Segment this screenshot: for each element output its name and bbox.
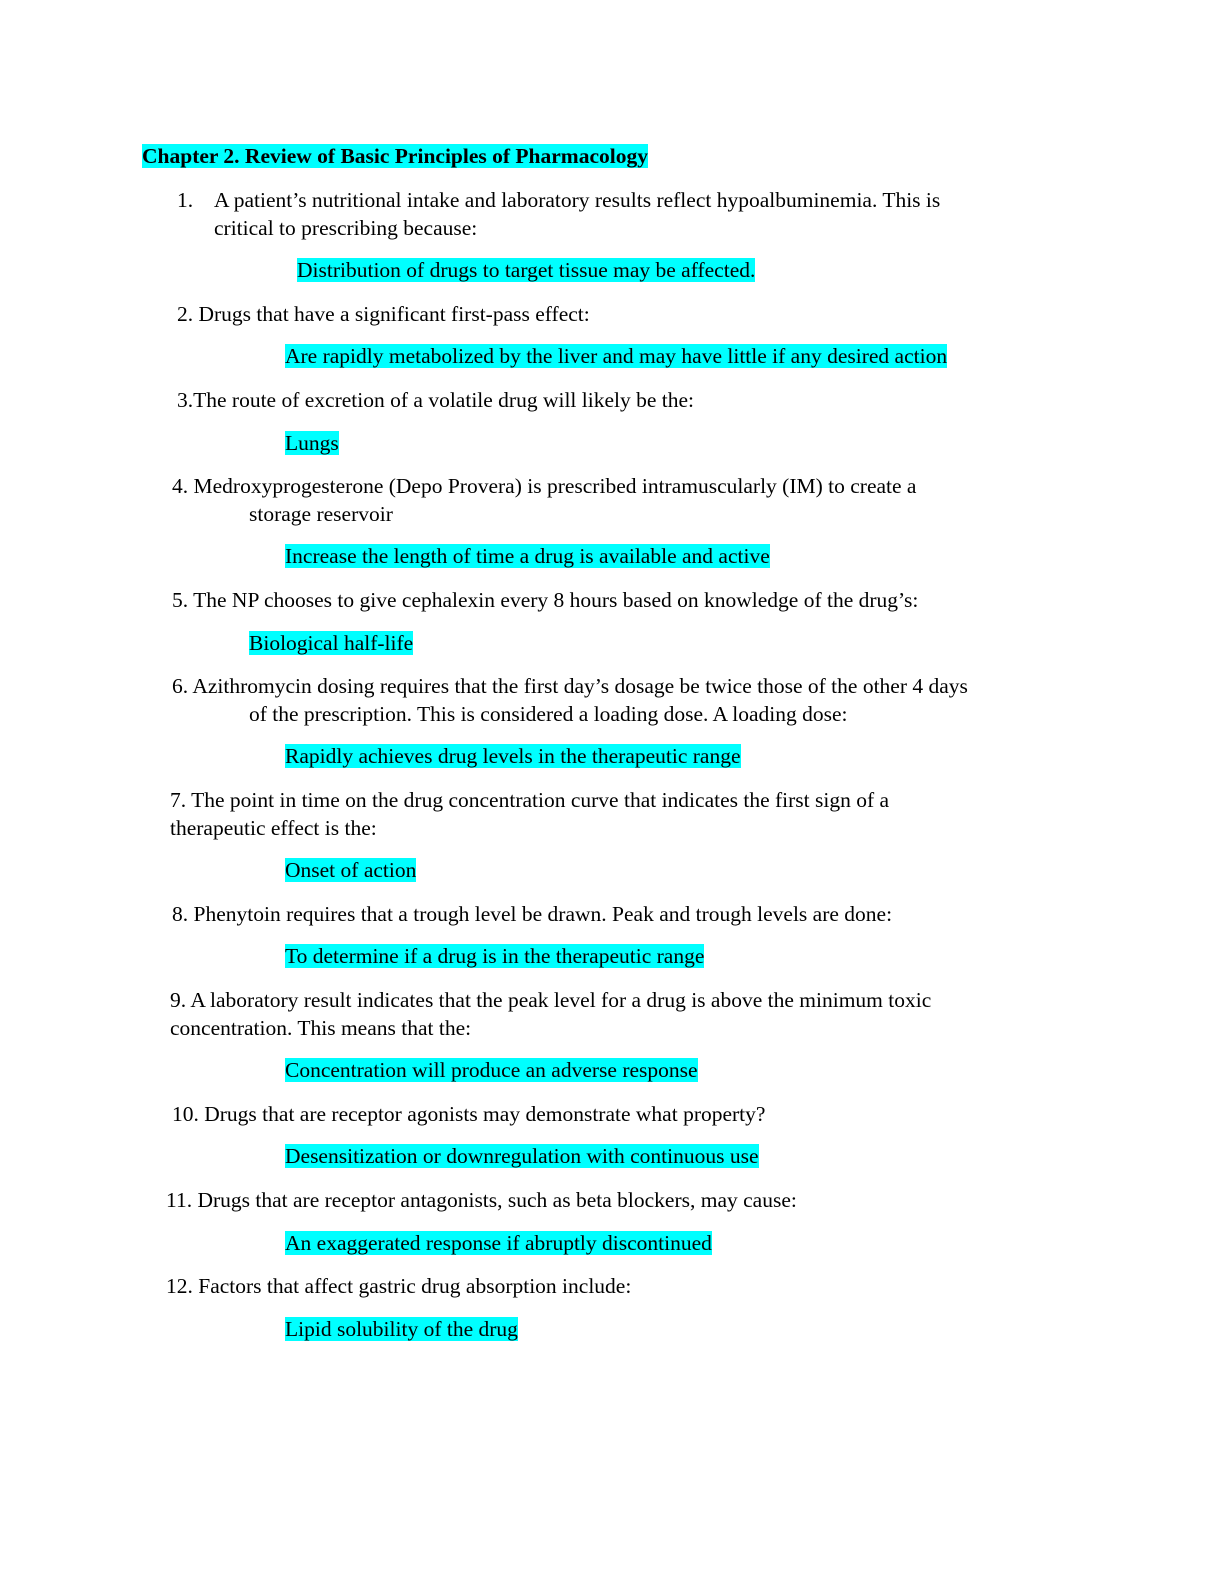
question-8-text-line-1: 8. Phenytoin requires that a trough level be drawn. Peak and trough levels are done: <box>172 902 893 926</box>
answer-10 <box>285 1143 759 1170</box>
question-6-text-line-2: of the prescription. This is considered a loading dose. A loading dose: <box>249 702 848 726</box>
answer-6 <box>285 743 741 770</box>
question-9-text-line-1: 9. A laboratory result indicates that the peak level for a drug is above the minimum toxic <box>170 988 932 1012</box>
question-2-text-line-1: 2. Drugs that have a significant first-pass effect: <box>177 302 590 326</box>
answer-3-text: Lungs <box>285 431 339 455</box>
question-7-text-line-1: 7. The point in time on the drug concentration curve that indicates the first sign of a <box>170 788 890 812</box>
answer-8-text: To determine if a drug is in the therapeutic range <box>285 944 705 968</box>
question-5-text-line-1: 5. The NP chooses to give cephalexin every 8 hours based on knowledge of the drug’s: <box>172 588 919 612</box>
question-11-text-line-1: 11. Drugs that are receptor antagonists, such as beta blockers, may cause: <box>166 1188 797 1212</box>
answer-2 <box>285 343 947 370</box>
answer-4 <box>285 543 770 570</box>
question-7-text-line-2: therapeutic effect is the: <box>170 816 377 840</box>
answer-8 <box>285 943 704 970</box>
question-12-text-line-1: 12. Factors that affect gastric drug absorption include: <box>166 1274 632 1298</box>
answer-9-text: Concentration will produce an adverse response <box>285 1058 698 1082</box>
question-1-number: 1. <box>177 188 194 212</box>
answer-10-text: Desensitization or downregulation with continuous use <box>285 1144 759 1168</box>
answer-12 <box>285 1316 518 1343</box>
answer-5 <box>249 630 413 657</box>
answer-12-text: Lipid solubility of the drug <box>285 1317 518 1341</box>
answer-11 <box>285 1230 712 1257</box>
page-title-text: Chapter 2. Review of Basic Principles of Pharmacology <box>142 144 648 168</box>
question-1-text-line-1: A patient’s nutritional intake and laboratory results reflect hypoalbuminemia. This is <box>214 188 941 212</box>
answer-7-text: Onset of action <box>285 858 417 882</box>
answer-6-text: Rapidly achieves drug levels in the therapeutic range <box>285 744 741 768</box>
question-4-text-line-2: storage reservoir <box>249 502 393 526</box>
question-10-text-line-1: 10. Drugs that are receptor agonists may demonstrate what property? <box>172 1102 766 1126</box>
question-3-text-line-1: 3.The route of excretion of a volatile drug will likely be the: <box>177 388 695 412</box>
question-4-text-line-1: 4. Medroxyprogesterone (Depo Provera) is prescribed intramuscularly (IM) to create a <box>172 474 917 498</box>
page-title <box>142 143 648 170</box>
answer-2-text: Are rapidly metabolized by the liver and may have little if any desired action <box>285 344 948 368</box>
question-9-text-line-2: concentration. This means that the: <box>170 1016 472 1040</box>
answer-4-text: Increase the length of time a drug is available and active <box>285 544 770 568</box>
answer-1-text: Distribution of drugs to target tissue may be affected. <box>297 258 756 282</box>
answer-1 <box>297 257 755 284</box>
answer-9 <box>285 1057 698 1084</box>
question-1-text-line-2: critical to prescribing because: <box>214 216 478 240</box>
answer-3 <box>285 430 339 457</box>
answer-5-text: Biological half-life <box>249 631 414 655</box>
question-6-text-line-1: 6. Azithromycin dosing requires that the first day’s dosage be twice those of the other 4 days <box>172 674 968 698</box>
answer-7 <box>285 857 416 884</box>
answer-11-text: An exaggerated response if abruptly discontinued <box>285 1231 712 1255</box>
